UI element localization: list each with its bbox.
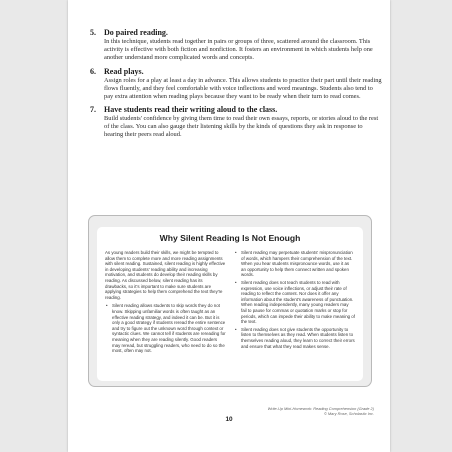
footer-copyright: © Mary Rose, Scholastic Inc.: [323, 411, 374, 416]
page-footer: [268, 406, 374, 416]
panel-intro: As young readers build their skills, we might be tempted to allow them to complete more and more reading assignments with silent reading. Sustained, silent reading is highly effective in developing students' reading ability and increasing motivation, and students do develop their reading skills by reading. As discussed below, silent reading has its drawbacks, so it's important to make sure students are applying strategies to help them comprehend the text they're reading.: [105, 250, 226, 300]
bullet-text: Silent reading does not teach students to read with expression, use voice inflections, or adjust their rate of reading to reflect the content. Nor does it offer any information about the student's awareness of punctuation. When reading independently, many young readers may fail to pause for commas or quotation marks or stop for periods, which can impede their ability to make meaning of the text.: [241, 279, 355, 325]
bullet-icon: •: [235, 250, 237, 255]
tip-item: [90, 67, 382, 101]
bullet-text: Silent reading does not give students the opportunity to listen to themselves as they read. When students listen to themselves reading aloud, they learn to correct their errors and ensure that what they read makes sense.: [241, 326, 355, 349]
page-number: 10: [225, 416, 233, 423]
tip-number: 7.: [90, 105, 96, 115]
bullet-item: [106, 303, 226, 354]
bullet-icon: •: [106, 303, 108, 309]
left-bullet-list: [105, 303, 226, 353]
tip-title: Have students read their writing aloud to the class.: [104, 105, 278, 115]
bullet-text: Silent reading allows students to skip words they do not know. Skipping unfamiliar words is often taught as an effective reading strategy, and indeed it can be. But it is only a good strategy if students reread the entire sentence and try to figure out the unknown word through context or syntactic clues. We cannot tell if students are rereading for meaning when they are reading silently. Good readers may reread, but struggling readers, who need to do so the most, often may not.: [112, 303, 226, 354]
document-page: [68, 0, 390, 452]
tip-body: In this technique, students read together in pairs or groups of three, scattered around the classroom. This activity is effective with both fiction and nonfiction. It fosters an environment in which students help one another understand more complicated words and concepts.: [104, 38, 373, 61]
bullet-icon: •: [235, 326, 237, 332]
footer-source: Write-Up Mini-Homework: Reading Comprehension (Grade 2): [267, 406, 374, 411]
sidebar-panel: [88, 215, 372, 387]
tip-title: Read plays.: [104, 66, 144, 76]
panel-left-column: [105, 250, 226, 356]
panel-columns: [105, 250, 355, 356]
bullet-icon: •: [235, 279, 237, 285]
panel-title: Why Silent Reading Is Not Enough: [159, 233, 301, 243]
tip-item: [90, 105, 382, 139]
tips-list: [90, 28, 382, 144]
tip-body: Assign roles for a play at least a day in advance. This allows students to practice their part until their reading flows fluently, and they feel comfortable with voice inflections and word meanings. Students also tend to pay extra attention when reading plays because they want to be ready when their turn to read comes.: [104, 76, 382, 100]
tip-title: Do paired reading.: [104, 28, 168, 37]
right-bullet-list: [234, 250, 355, 349]
panel-content: [97, 227, 363, 381]
tip-body: Build students' confidence by giving them time to read their own essays, reports, or stories aloud to the rest of the class. You can also gauge their listening skills by the kinds of questions they ask in response to hearing their peers read aloud.: [104, 115, 379, 139]
bullet-text: Silent reading may perpetuate students' mispronunciation of words, which hampers their comprehension of the text. When you hear students mispronounce words, use it as an opportunity to help them connect written and spoken words.: [241, 250, 353, 278]
panel-right-column: [234, 250, 355, 356]
tip-item: [90, 28, 382, 62]
bullet-item: [235, 250, 355, 278]
tip-number: 5.: [90, 28, 96, 37]
bullet-item: [235, 279, 355, 325]
tip-number: 6.: [90, 66, 96, 76]
bullet-item: [235, 326, 355, 349]
